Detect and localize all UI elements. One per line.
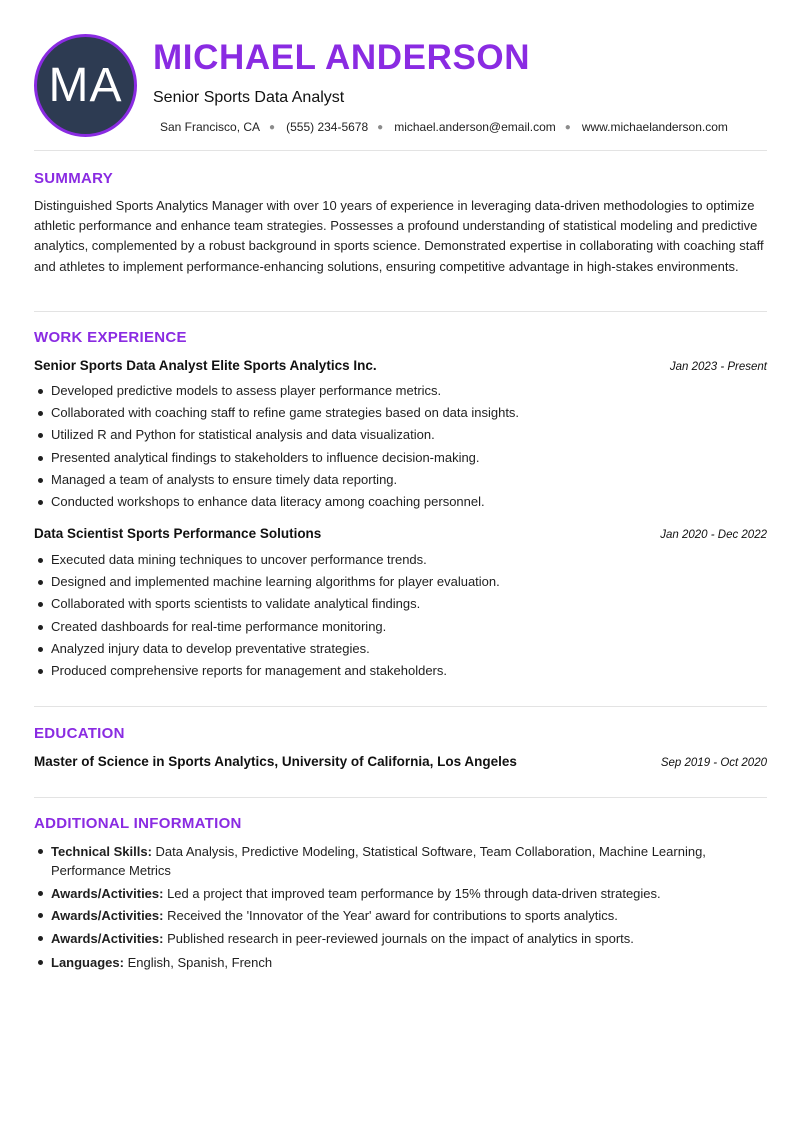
experience-heading: WORK EXPERIENCE	[34, 329, 187, 346]
list-item: Collaborated with coaching staff to refine game strategies based on data insights.	[34, 402, 519, 424]
list-item: Executed data mining techniques to uncover performance trends.	[34, 549, 500, 571]
avatar	[34, 34, 137, 137]
additional-list	[34, 842, 734, 975]
item-text: Data Analysis, Predictive Modeling, Statistical Software, Team Collaboration, Machine Learning, Performance Metrics	[51, 844, 706, 878]
summary-heading: SUMMARY	[34, 170, 114, 187]
education-entry	[34, 754, 767, 769]
list-item: Designed and implemented machine learning algorithms for player evaluation.	[34, 571, 500, 593]
job-header	[34, 358, 767, 373]
job-role: Senior Sports Data Analyst Elite Sports Analytics Inc.	[34, 358, 377, 373]
education-date: Sep 2019 - Oct 2020	[660, 757, 767, 769]
item-label: Awards/Activities:	[51, 885, 164, 901]
list-item: Presented analytical findings to stakeholders to influence decision-making.	[34, 447, 519, 469]
job-date: Jan 2023 - Present	[669, 361, 767, 373]
item-text: Received the 'Innovator of the Year' award for contributions to sports analytics.	[163, 908, 618, 923]
item-text: English, Spanish, French	[123, 954, 273, 970]
education-divider	[34, 797, 767, 798]
job-role: Data Scientist Sports Performance Solutions	[34, 526, 322, 541]
candidate-name: MICHAEL ANDERSON	[153, 38, 531, 77]
list-item	[34, 884, 734, 903]
list-item: Developed predictive models to assess player performance metrics.	[34, 380, 519, 402]
item-text: Led a project that improved team performance by 15% through data-driven strategies.	[163, 885, 661, 901]
separator-dot: ●	[564, 121, 571, 133]
additional-heading: ADDITIONAL INFORMATION	[34, 815, 242, 832]
job-header	[34, 526, 767, 541]
list-item	[34, 842, 734, 880]
job-bullets	[34, 549, 500, 682]
item-label: Languages:	[51, 954, 124, 970]
summary-divider	[34, 311, 767, 312]
list-item: Created dashboards for real-time performance monitoring.	[34, 616, 500, 638]
job-bullets	[34, 380, 519, 513]
contact-website[interactable]: www.michaelanderson.com	[581, 120, 728, 134]
list-item: Collaborated with sports scientists to validate analytical findings.	[34, 593, 500, 615]
list-item: Managed a team of analysts to ensure timely data reporting.	[34, 469, 519, 491]
contact-location: San Francisco, CA	[160, 120, 261, 134]
list-item	[34, 929, 734, 948]
item-label: Awards/Activities:	[51, 908, 164, 923]
avatar-initials: MA	[48, 59, 123, 112]
list-item: Utilized R and Python for statistical analysis and data visualization.	[34, 424, 519, 446]
list-item: Conducted workshops to enhance data literacy among coaching personnel.	[34, 491, 519, 513]
item-text: Published research in peer-reviewed journals on the impact of analytics in sports.	[163, 930, 634, 946]
summary-text: Distinguished Sports Analytics Manager with over 10 years of experience in leveraging data-driven methodologies to optimize athletic performance and enhance team strategies. Possesses a profound understanding of statistical modeling and predictive analytics, complemented by a robust background in sports science. Demonstrated expertise in collaborating with coaching staff and athletes to implement performance-enhancing solutions, ensuring competitive advantage in high-stakes environments.	[34, 198, 764, 274]
education-heading: EDUCATION	[34, 725, 125, 742]
header-divider	[34, 150, 767, 151]
list-item: Produced comprehensive reports for management and stakeholders.	[34, 660, 500, 682]
contact-phone[interactable]: (555) 234-5678	[286, 120, 369, 134]
list-item: Analyzed injury data to develop preventative strategies.	[34, 638, 500, 660]
contact-bar	[160, 120, 728, 134]
separator-dot: ●	[269, 121, 276, 133]
candidate-title: Senior Sports Data Analyst	[153, 89, 345, 106]
list-item	[34, 906, 734, 925]
experience-divider	[34, 706, 767, 707]
item-label: Technical Skills:	[51, 844, 152, 859]
list-item	[34, 953, 734, 972]
education-degree: Master of Science in Sports Analytics, University of California, Los Angeles	[34, 754, 517, 769]
contact-email[interactable]: michael.anderson@email.com	[394, 120, 556, 134]
job-date: Jan 2020 - Dec 2022	[660, 529, 767, 541]
item-label: Awards/Activities:	[51, 930, 164, 946]
separator-dot: ●	[377, 121, 384, 133]
